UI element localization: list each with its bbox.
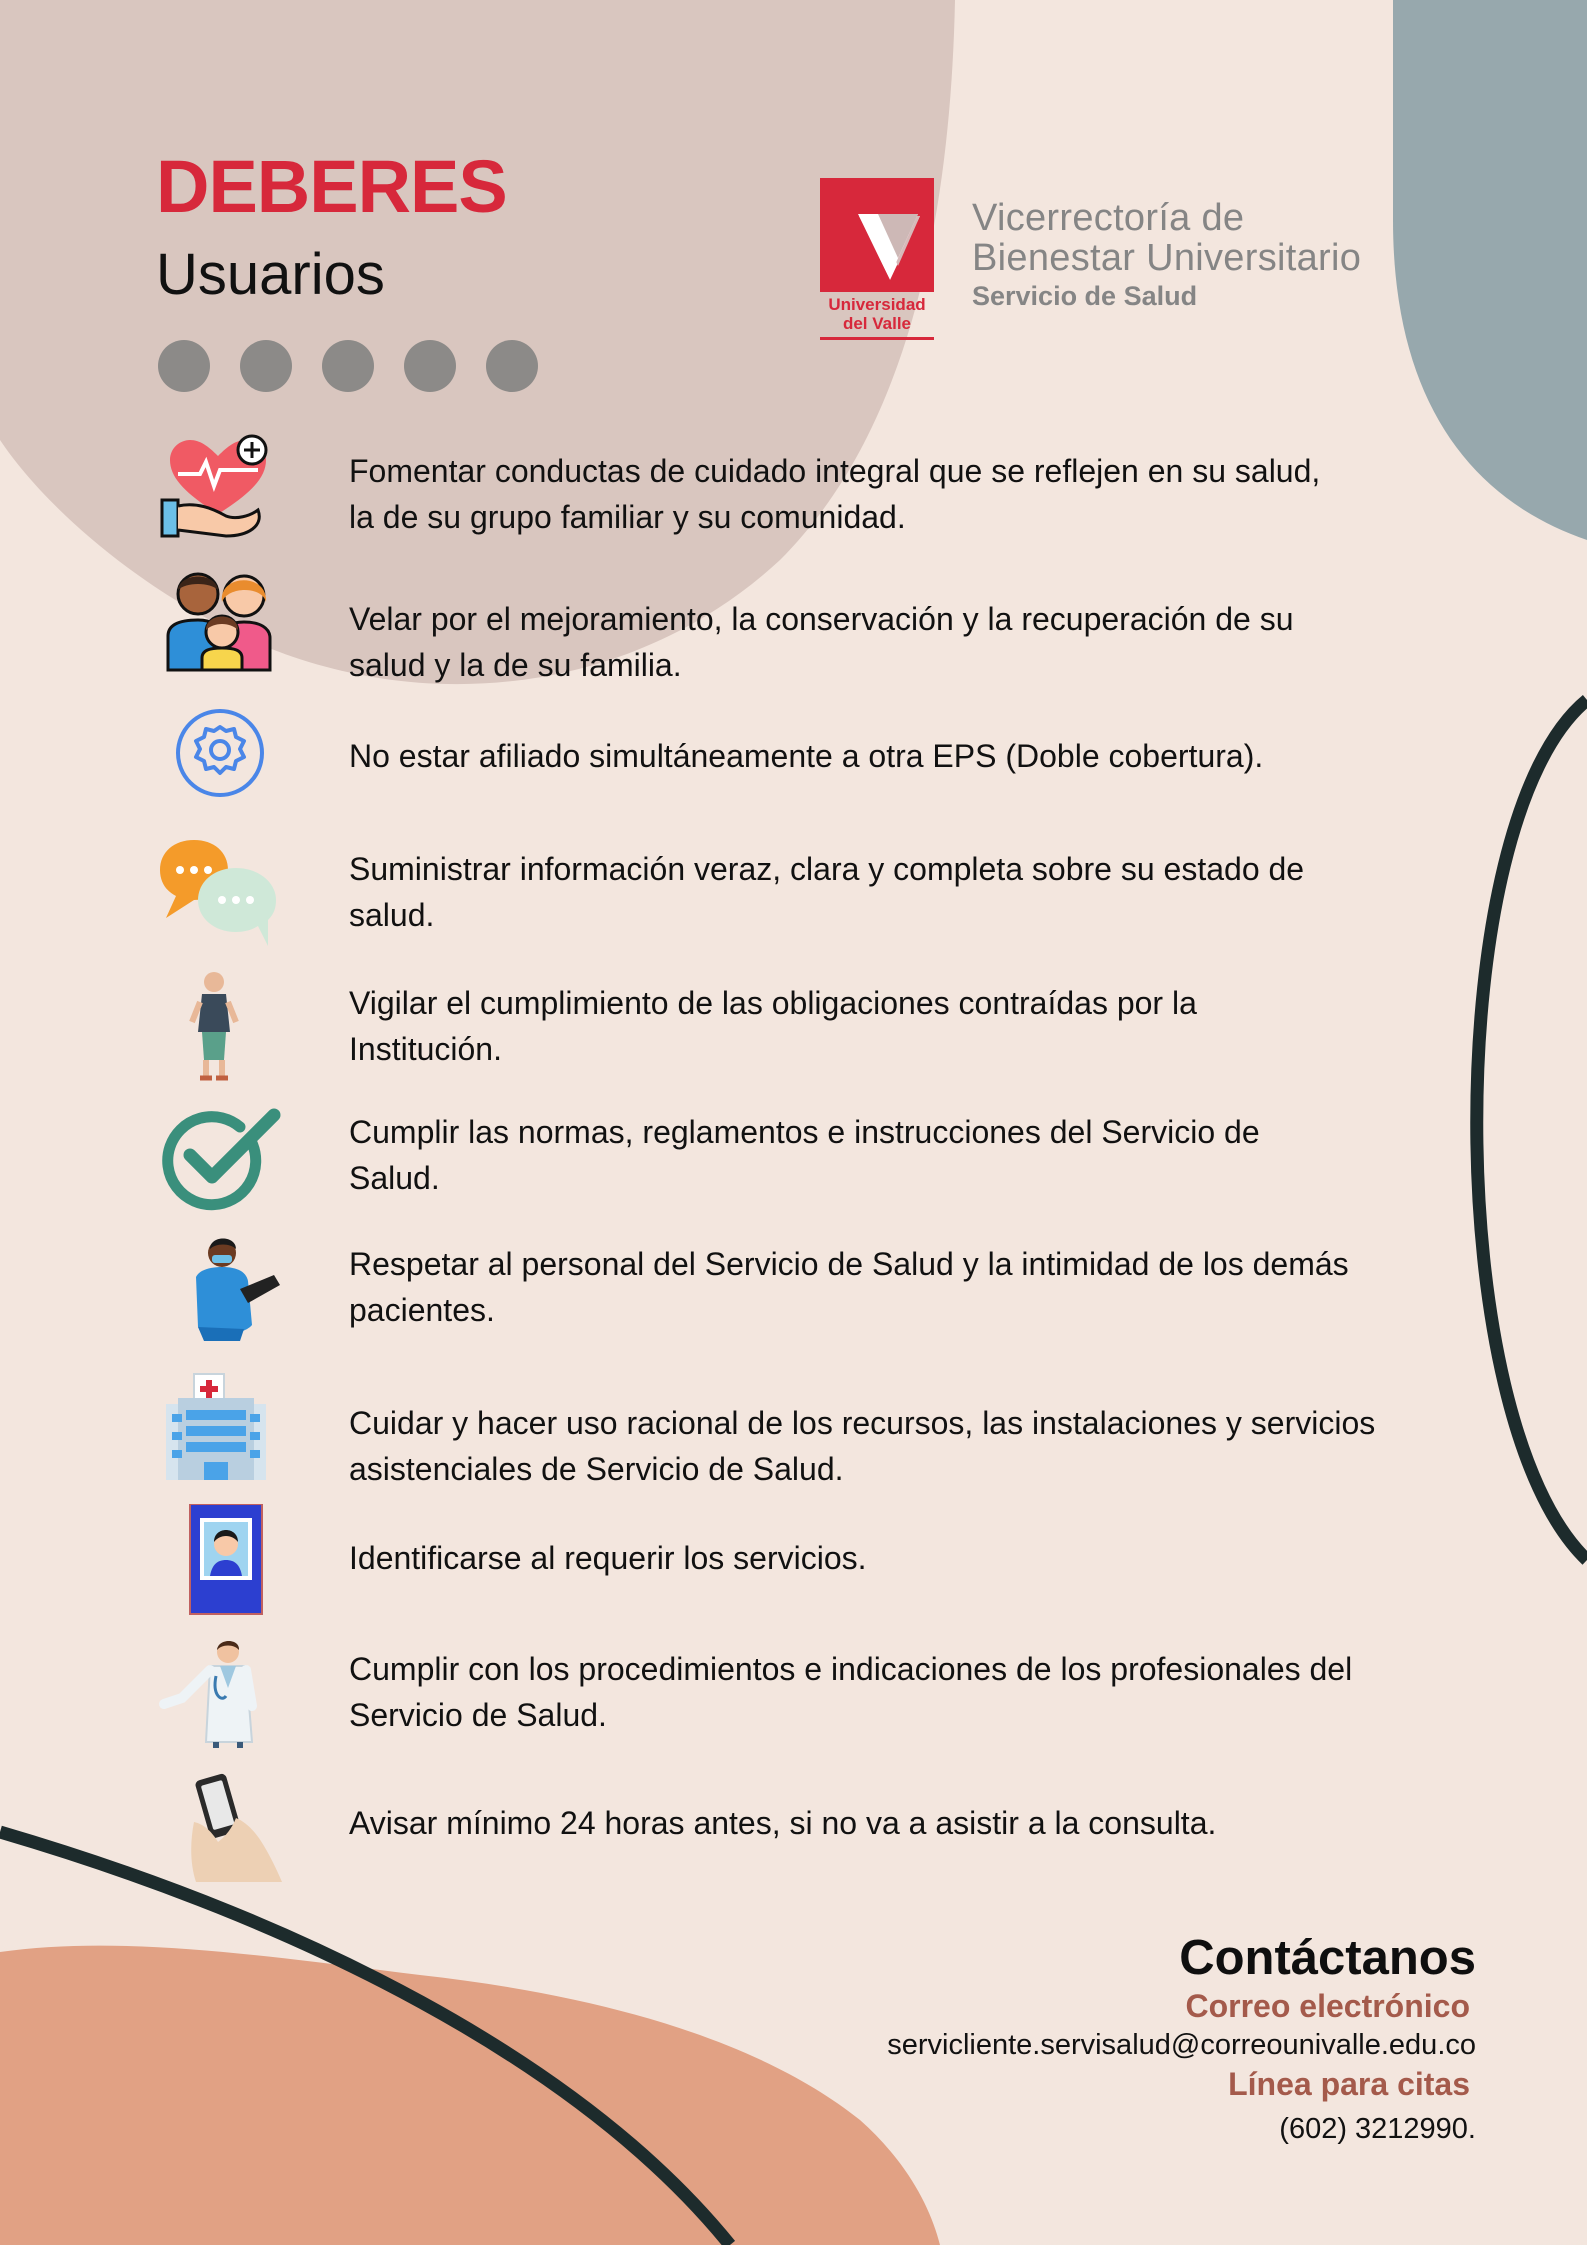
email-label: Correo electrónico: [1185, 1988, 1470, 2024]
decorative-dot: [240, 340, 292, 392]
duty-line: Fomentar conductas de cuidado integral que se reflejen en su salud,: [349, 453, 1321, 489]
dots-row: [158, 340, 538, 392]
check-circle-icon: [156, 1103, 286, 1217]
phone-hand-icon: [156, 1772, 286, 1886]
institution-line2: Bienestar Universitario: [972, 237, 1362, 279]
elderly-person-icon: [156, 968, 286, 1082]
institution-name: [972, 198, 1361, 312]
duty-text: [349, 1646, 1429, 1738]
duty-line: Respetar al personal del Servicio de Salud y la intimidad de los demás: [349, 1246, 1349, 1282]
duty-line: Velar por el mejoramiento, la conservación y la recuperación de su: [349, 601, 1294, 637]
contact-heading: Contáctanos: [1179, 1931, 1476, 1985]
phone-number[interactable]: (602) 3212990.: [1279, 2113, 1476, 2145]
duty-line: Vigilar el cumplimiento de las obligaciones contraídas por la: [349, 985, 1197, 1021]
duty-line: salud.: [349, 897, 435, 933]
duty-text: [349, 980, 1429, 1072]
decorative-dot: [158, 340, 210, 392]
duty-line: Institución.: [349, 1031, 502, 1067]
doctor-icon: [156, 1636, 286, 1750]
logo-emblem-icon: [818, 176, 936, 294]
duty-line: Cumplir con los procedimientos e indicaciones de los profesionales del: [349, 1651, 1353, 1687]
institution-line1: Vicerrectoría de: [972, 197, 1245, 239]
phone-label: Línea para citas: [1228, 2066, 1470, 2102]
duty-line: Cuidar y hacer uso racional de los recursos, las instalaciones y servicios: [349, 1405, 1376, 1441]
nurse-clipboard-icon: [156, 1233, 286, 1347]
page-subtitle: Usuarios: [156, 242, 385, 307]
chat-bubbles-icon: [156, 836, 286, 950]
duty-line: salud y la de su familia.: [349, 647, 682, 683]
duty-line: pacientes.: [349, 1292, 495, 1328]
decorative-dot: [486, 340, 538, 392]
duty-text: [349, 733, 1429, 779]
duty-line: Salud.: [349, 1160, 440, 1196]
duty-text: [349, 596, 1429, 688]
duty-text: [349, 1241, 1429, 1333]
duty-line: Suministrar información veraz, clara y completa sobre su estado de: [349, 851, 1305, 887]
duty-text: [349, 1535, 1429, 1581]
heart-care-icon: [156, 430, 286, 544]
id-card-icon: [156, 1504, 286, 1618]
duty-line: Cumplir las normas, reglamentos e instrucciones del Servicio de: [349, 1114, 1260, 1150]
duty-text: [349, 1800, 1429, 1846]
duty-line: la de su grupo familiar y su comunidad.: [349, 499, 906, 535]
family-icon: [156, 566, 286, 680]
duty-line: asistenciales de Servicio de Salud.: [349, 1451, 844, 1487]
decorative-dot: [404, 340, 456, 392]
page-title: DEBERES: [156, 145, 507, 228]
logo-text-line2: del Valle: [842, 314, 912, 333]
duty-text: [349, 846, 1429, 938]
decorative-dot: [322, 340, 374, 392]
duty-line: Servicio de Salud.: [349, 1697, 607, 1733]
email-link[interactable]: servicliente.servisalud@correounivalle.edu.co: [887, 2029, 1476, 2061]
logo-underline: [820, 337, 934, 340]
hospital-building-icon: [156, 1370, 286, 1484]
institution-line3: Servicio de Salud: [972, 281, 1198, 311]
university-logo: [818, 176, 936, 342]
contact-block: [887, 1930, 1476, 2148]
duty-text: [349, 1109, 1429, 1201]
logo-text-line1: Universidad: [828, 295, 926, 314]
duty-line: Avisar mínimo 24 horas antes, si no va a asistir a la consulta.: [349, 1805, 1217, 1841]
duty-text: [349, 1400, 1429, 1492]
duty-line: Identificarse al requerir los servicios.: [349, 1540, 867, 1576]
gear-icon: [156, 697, 286, 811]
duty-text: [349, 448, 1429, 540]
duty-line: No estar afiliado simultáneamente a otra EPS (Doble cobertura).: [349, 738, 1264, 774]
